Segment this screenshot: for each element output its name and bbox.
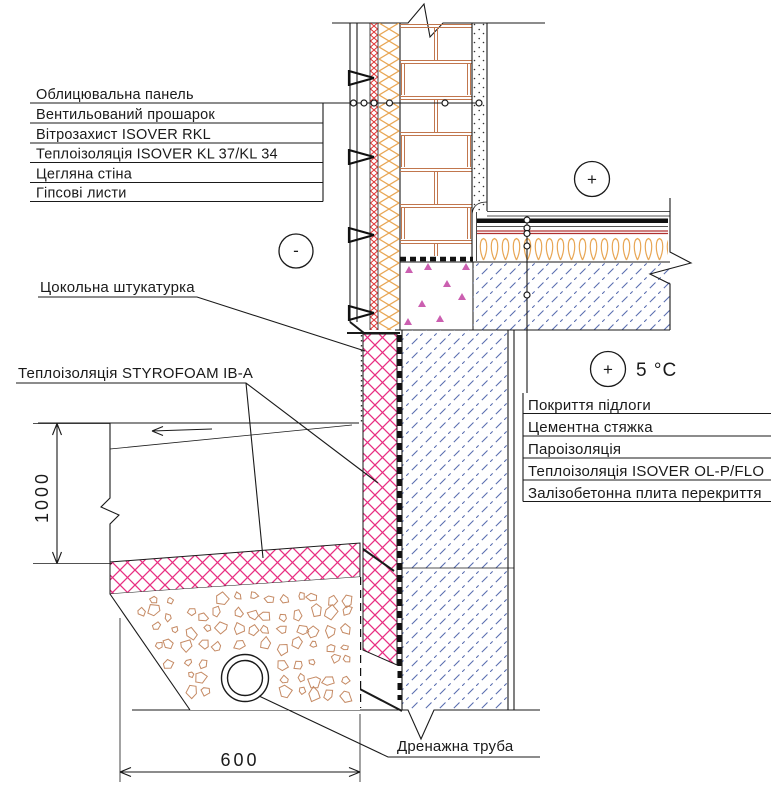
panel-drip-edge: [350, 322, 364, 333]
vapor-barrier-lines: [477, 231, 668, 234]
excavation-line: [101, 423, 119, 562]
ground-and-gravel: [38, 423, 360, 710]
dimension-1000: [32, 424, 112, 564]
floor-layer-label: Пароізоляція: [528, 441, 622, 458]
wall-layer-label: Теплоізоляція ISOVER KL 37/KL 34: [36, 146, 278, 163]
foundation-bottom-line: [132, 710, 540, 739]
wall-layer-label: Гіпсові листи: [36, 185, 127, 202]
gypsum-boards: [472, 23, 487, 212]
dimension-1000-value: 1000: [32, 470, 52, 523]
brick-wall: [400, 23, 472, 256]
floor-layer-label: Покриття підлоги: [528, 397, 651, 414]
floor-covering-band: [477, 219, 668, 224]
floor-layer-label: Залізобетонна плита перекриття: [528, 485, 762, 502]
foundation-insulation-label: Теплоізоляція STYROFOAM IB-A: [18, 365, 254, 382]
slope-arrow: [152, 427, 212, 436]
windproof-layer: [370, 23, 378, 330]
wall-layer-label: Вітрозахист ISOVER RKL: [36, 127, 211, 143]
floor-slab: [473, 262, 670, 330]
insulation-foot: [356, 687, 402, 711]
foundation-insulation-strip: [363, 334, 397, 665]
floor-layer-label: Теплоізоляція ISOVER OL-P/FLO: [528, 463, 765, 480]
exterior-sign: -: [293, 241, 299, 260]
dimension-600-value: 600: [220, 750, 260, 770]
callout-foundation-insulation: [16, 365, 378, 558]
wall-layer-label: Цегляна стіна: [36, 166, 132, 183]
interior-upper-sign: +: [587, 170, 597, 189]
drainage-pipe-label: Дренажна труба: [397, 738, 514, 755]
callout-plinth-plaster: [38, 279, 365, 351]
grade-slope-line: [110, 425, 352, 449]
plinth-plaster-label: Цокольна штукатурка: [40, 279, 195, 296]
floor-insulation: [478, 236, 668, 261]
foundation-insulation-leaders: [16, 383, 378, 558]
facing-panel: [350, 23, 357, 322]
plinth-plaster-leader: [38, 297, 365, 351]
wall-layer-label: Вентильований прошарок: [36, 107, 215, 123]
foundation-wall: [402, 330, 508, 710]
drainage-pipe: [222, 655, 269, 702]
wall-insulation-layer: [378, 23, 400, 330]
interior-lower-sign: +: [603, 360, 613, 379]
interior-temperature: 5 °C: [636, 360, 678, 381]
wall-layer-label: Облицювальна панель: [36, 87, 194, 103]
floor-layer-label: Цементна стяжка: [528, 419, 653, 436]
